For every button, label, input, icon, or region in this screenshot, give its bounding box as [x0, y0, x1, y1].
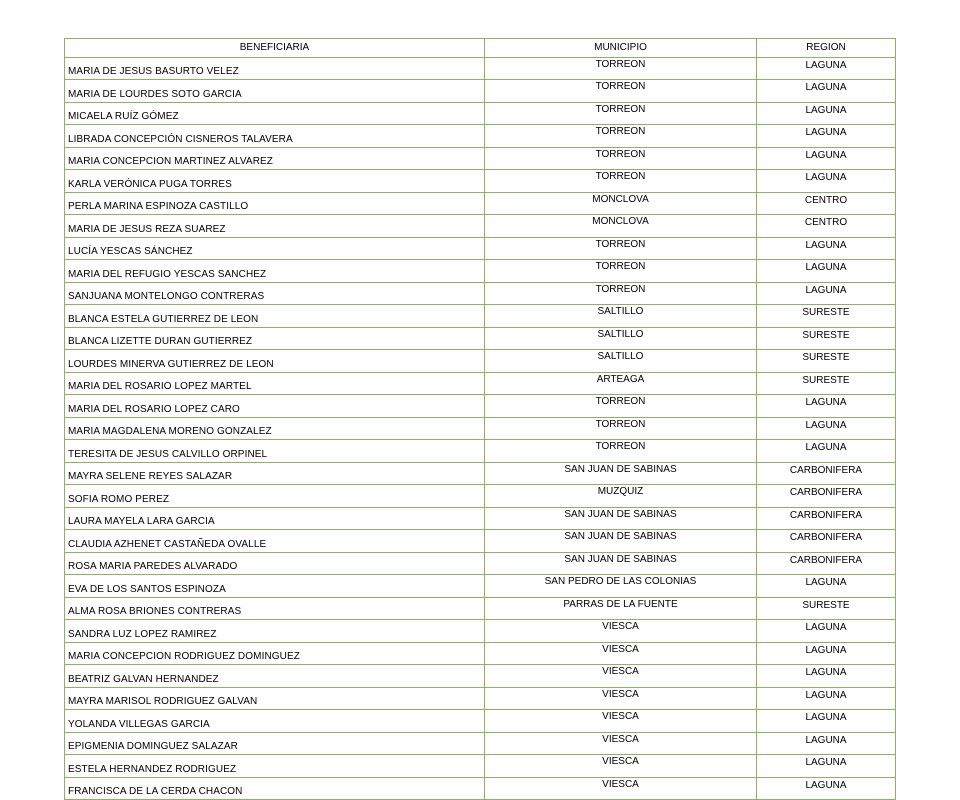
cell-region: LAGUNA — [757, 687, 896, 710]
cell-beneficiaria: SANDRA LUZ LOPEZ RAMIREZ — [65, 620, 485, 643]
cell-region: LAGUNA — [757, 620, 896, 643]
cell-municipio: VIESCA — [485, 777, 757, 800]
cell-beneficiaria: MARIA DEL ROSARIO LOPEZ CARO — [65, 395, 485, 418]
cell-region: CENTRO — [757, 215, 896, 238]
cell-municipio: TORREON — [485, 282, 757, 305]
cell-beneficiaria: MARIA CONCEPCION RODRIGUEZ DOMINGUEZ — [65, 642, 485, 665]
cell-region: LAGUNA — [757, 80, 896, 103]
cell-municipio: SAN PEDRO DE LAS COLONIAS — [485, 575, 757, 598]
cell-region: LAGUNA — [757, 777, 896, 800]
cell-municipio: VIESCA — [485, 732, 757, 755]
cell-region: CARBONIFERA — [757, 462, 896, 485]
cell-region: LAGUNA — [757, 282, 896, 305]
cell-region: LAGUNA — [757, 395, 896, 418]
cell-region: CARBONIFERA — [757, 530, 896, 553]
cell-beneficiaria: MICAELA RUÍZ GÓMEZ — [65, 102, 485, 125]
cell-region: SURESTE — [757, 305, 896, 328]
cell-municipio: TORREON — [485, 395, 757, 418]
cell-region: LAGUNA — [757, 170, 896, 193]
cell-beneficiaria: LOURDES MINERVA GUTIERREZ DE LEON — [65, 350, 485, 373]
header-municipio: MUNICIPIO — [485, 39, 757, 58]
table-row — [65, 395, 896, 418]
table-row — [65, 710, 896, 733]
table-row — [65, 215, 896, 238]
cell-region: LAGUNA — [757, 642, 896, 665]
cell-beneficiaria: BEATRIZ GALVAN HERNANDEZ — [65, 665, 485, 688]
cell-beneficiaria: MARIA DE JESUS REZA SUAREZ — [65, 215, 485, 238]
cell-municipio: SALTILLO — [485, 305, 757, 328]
cell-beneficiaria: MAYRA SELENE REYES SALAZAR — [65, 462, 485, 485]
cell-region: LAGUNA — [757, 440, 896, 463]
table-row — [65, 732, 896, 755]
cell-beneficiaria: SOFIA ROMO PEREZ — [65, 485, 485, 508]
table-row — [65, 192, 896, 215]
cell-municipio: VIESCA — [485, 710, 757, 733]
cell-beneficiaria: FRANCISCA DE LA CERDA CHACON — [65, 777, 485, 800]
cell-region: SURESTE — [757, 372, 896, 395]
cell-region: CENTRO — [757, 192, 896, 215]
table-row — [65, 282, 896, 305]
table-row — [65, 260, 896, 283]
cell-beneficiaria: MARIA DEL REFUGIO YESCAS SANCHEZ — [65, 260, 485, 283]
table-row — [65, 755, 896, 778]
cell-beneficiaria: ALMA ROSA BRIONES CONTRERAS — [65, 597, 485, 620]
cell-municipio: TORREON — [485, 237, 757, 260]
table-body — [65, 57, 896, 800]
cell-region: LAGUNA — [757, 710, 896, 733]
cell-region: LAGUNA — [757, 260, 896, 283]
cell-municipio: VIESCA — [485, 755, 757, 778]
table-row — [65, 597, 896, 620]
cell-municipio: TORREON — [485, 417, 757, 440]
cell-municipio: SAN JUAN DE SABINAS — [485, 507, 757, 530]
cell-beneficiaria: BLANCA LIZETTE DURAN GUTIERREZ — [65, 327, 485, 350]
cell-region: LAGUNA — [757, 147, 896, 170]
cell-beneficiaria: SANJUANA MONTELONGO CONTRERAS — [65, 282, 485, 305]
header-region: REGION — [757, 39, 896, 58]
cell-municipio: TORREON — [485, 260, 757, 283]
cell-beneficiaria: PERLA MARINA ESPINOZA CASTILLO — [65, 192, 485, 215]
table-row — [65, 485, 896, 508]
cell-beneficiaria: YOLANDA VILLEGAS GARCIA — [65, 710, 485, 733]
table-row — [65, 620, 896, 643]
cell-beneficiaria: EPIGMENIA DOMINGUEZ SALAZAR — [65, 732, 485, 755]
table-row — [65, 237, 896, 260]
cell-beneficiaria: MARIA CONCEPCION MARTINEZ ALVAREZ — [65, 147, 485, 170]
cell-beneficiaria: EVA DE LOS SANTOS ESPINOZA — [65, 575, 485, 598]
cell-municipio: VIESCA — [485, 620, 757, 643]
cell-municipio: TORREON — [485, 147, 757, 170]
table-row — [65, 102, 896, 125]
cell-beneficiaria: CLAUDIA AZHENET CASTAÑEDA OVALLE — [65, 530, 485, 553]
cell-region: LAGUNA — [757, 732, 896, 755]
table-row — [65, 440, 896, 463]
cell-beneficiaria: LIBRADA CONCEPCIÓN CISNEROS TALAVERA — [65, 125, 485, 148]
cell-municipio: TORREON — [485, 170, 757, 193]
table-row — [65, 80, 896, 103]
cell-region: LAGUNA — [757, 57, 896, 80]
cell-municipio: TORREON — [485, 125, 757, 148]
table-row — [65, 642, 896, 665]
table-row — [65, 575, 896, 598]
cell-municipio: MONCLOVA — [485, 215, 757, 238]
cell-beneficiaria: BLANCA ESTELA GUTIERREZ DE LEON — [65, 305, 485, 328]
table-row — [65, 170, 896, 193]
cell-region: LAGUNA — [757, 417, 896, 440]
cell-municipio: SAN JUAN DE SABINAS — [485, 530, 757, 553]
table-row — [65, 147, 896, 170]
cell-beneficiaria: MARIA DE JESUS BASURTO VELEZ — [65, 57, 485, 80]
table-row — [65, 665, 896, 688]
header-beneficiaria: BENEFICIARIA — [65, 39, 485, 58]
cell-region: LAGUNA — [757, 575, 896, 598]
table-row — [65, 417, 896, 440]
table-row — [65, 552, 896, 575]
table-row — [65, 125, 896, 148]
cell-municipio: ARTEAGA — [485, 372, 757, 395]
cell-beneficiaria: KARLA VERÓNICA PUGA TORRES — [65, 170, 485, 193]
cell-municipio: VIESCA — [485, 642, 757, 665]
cell-region: CARBONIFERA — [757, 552, 896, 575]
table-row — [65, 372, 896, 395]
cell-municipio: SAN JUAN DE SABINAS — [485, 552, 757, 575]
cell-region: LAGUNA — [757, 665, 896, 688]
cell-municipio: SALTILLO — [485, 350, 757, 373]
cell-municipio: TORREON — [485, 80, 757, 103]
table-row — [65, 305, 896, 328]
cell-beneficiaria: LUCÍA YESCAS SÁNCHEZ — [65, 237, 485, 260]
cell-beneficiaria: MAYRA MARISOL RODRIGUEZ GALVAN — [65, 687, 485, 710]
cell-region: SURESTE — [757, 597, 896, 620]
cell-region: SURESTE — [757, 327, 896, 350]
cell-municipio: MUZQUIZ — [485, 485, 757, 508]
beneficiaries-sheet — [64, 38, 895, 800]
cell-region: CARBONIFERA — [757, 507, 896, 530]
table-row — [65, 687, 896, 710]
table-row — [65, 327, 896, 350]
beneficiaries-table — [64, 38, 896, 800]
cell-region: LAGUNA — [757, 102, 896, 125]
cell-region: LAGUNA — [757, 237, 896, 260]
table-row — [65, 57, 896, 80]
cell-beneficiaria: ESTELA HERNANDEZ RODRIGUEZ — [65, 755, 485, 778]
cell-municipio: VIESCA — [485, 665, 757, 688]
cell-region: CARBONIFERA — [757, 485, 896, 508]
cell-beneficiaria: MARIA DEL ROSARIO LOPEZ MARTEL — [65, 372, 485, 395]
cell-region: SURESTE — [757, 350, 896, 373]
table-row — [65, 350, 896, 373]
cell-municipio: SAN JUAN DE SABINAS — [485, 462, 757, 485]
cell-beneficiaria: MARIA DE LOURDES SOTO GARCIA — [65, 80, 485, 103]
cell-municipio: VIESCA — [485, 687, 757, 710]
cell-beneficiaria: TERESITA DE JESUS CALVILLO ORPINEL — [65, 440, 485, 463]
cell-municipio: PARRAS DE LA FUENTE — [485, 597, 757, 620]
table-header-row — [65, 39, 896, 58]
cell-municipio: TORREON — [485, 102, 757, 125]
cell-beneficiaria: MARIA MAGDALENA MORENO GONZALEZ — [65, 417, 485, 440]
table-row — [65, 507, 896, 530]
cell-beneficiaria: ROSA MARIA PAREDES ALVARADO — [65, 552, 485, 575]
cell-municipio: MONCLOVA — [485, 192, 757, 215]
cell-region: LAGUNA — [757, 755, 896, 778]
cell-municipio: SALTILLO — [485, 327, 757, 350]
cell-municipio: TORREON — [485, 440, 757, 463]
table-row — [65, 777, 896, 800]
table-row — [65, 530, 896, 553]
cell-region: LAGUNA — [757, 125, 896, 148]
cell-municipio: TORREON — [485, 57, 757, 80]
cell-beneficiaria: LAURA MAYELA LARA GARCIA — [65, 507, 485, 530]
table-row — [65, 462, 896, 485]
